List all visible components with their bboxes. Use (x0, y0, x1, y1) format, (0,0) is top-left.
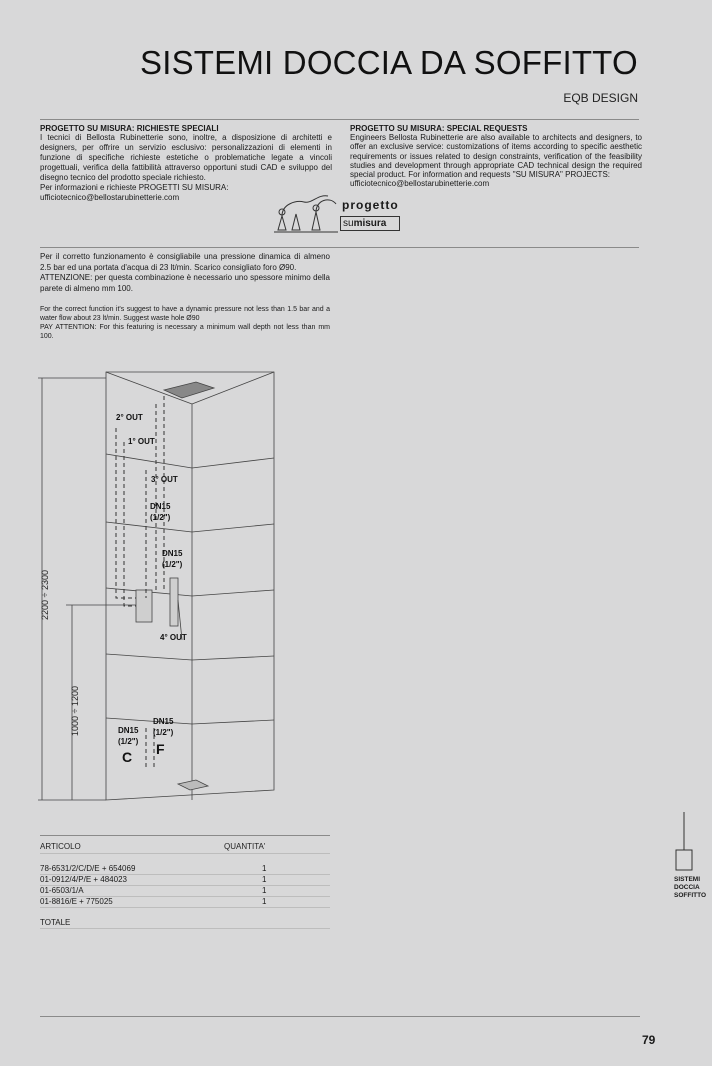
row-qty: 1 (262, 864, 267, 873)
progetto-su-misura-logo (272, 186, 406, 238)
label-half-b: (1/2") (162, 560, 183, 569)
side-section-label (674, 876, 706, 900)
custom-project-en (350, 124, 642, 189)
row-qty: 1 (262, 897, 267, 906)
row-code: 78-6531/2/C/D/E + 654069 (40, 864, 136, 873)
logo-word: progetto (342, 198, 399, 212)
label-cold: F (156, 741, 165, 757)
footer-divider (40, 1016, 640, 1017)
section-heading-it: PROGETTO SU MISURA: RICHIESTE SPECIALI (40, 124, 219, 133)
table-row (40, 875, 330, 886)
label-half-d: (1/2") (118, 737, 139, 746)
logo-box (340, 216, 400, 231)
label-out2: 2° OUT (116, 413, 143, 422)
table-top-divider (40, 835, 330, 836)
header-divider (40, 119, 639, 120)
col-article-header: ARTICOLO (40, 842, 81, 851)
faucet-sketch-icon (272, 186, 340, 238)
notes-it (40, 252, 330, 294)
side-label-2: DOCCIA (674, 884, 700, 891)
mid-divider (40, 247, 639, 248)
page-title: SISTEMI DOCCIA DA SOFFITTO (140, 44, 638, 81)
section-heading-en: PROGETTO SU MISURA: SPECIAL REQUESTS (350, 124, 528, 133)
table-row (40, 886, 330, 897)
side-label-1: SISTEMI (674, 876, 701, 883)
label-out3: 3° OUT (151, 475, 178, 484)
row-code: 01-0912/4/P/E + 484023 (40, 875, 127, 884)
shower-head-icon (672, 812, 696, 872)
table-total-row (40, 918, 330, 929)
row-qty: 1 (262, 886, 267, 895)
total-label: TOTALE (40, 918, 71, 927)
label-dn15-a: DN15 (150, 502, 171, 511)
page-number: 79 (642, 1033, 656, 1047)
row-qty: 1 (262, 875, 267, 884)
note-en-2: PAY ATTENTION: For this featuring is necessary a minimum wall depth not less than mm 100. (40, 324, 330, 340)
label-hot: C (122, 749, 133, 765)
side-label-3: SOFFITTO (674, 892, 707, 899)
contact-email-it[interactable]: ufficiotecnico@bellostarubinetterie.com (40, 193, 180, 202)
note-en-1: For the correct function it's suggest to have a dynamic pressure not less than 1.5 bar and a water flow about 23 lt/min. Suggest waste hole Ø90 (40, 306, 330, 322)
row-code: 01-6503/1/A (40, 886, 84, 895)
label-dn15-c: DN15 (153, 717, 174, 726)
label-half-a: (1/2") (150, 513, 171, 522)
contact-email-en[interactable]: ufficiotecnico@bellostarubinetterie.com (350, 179, 490, 189)
col-qty-header: QUANTITA' (224, 842, 266, 851)
label-out4: 4° OUT (160, 633, 187, 642)
note-it-2: ATTENZIONE: per questa combinazione è necessario uno spessore minimo della parete di almeno mm 100. (40, 273, 330, 293)
label-dn15-d: DN15 (118, 726, 139, 735)
table-header-divider (40, 853, 330, 854)
design-subtitle: EQB DESIGN (563, 91, 638, 105)
label-out1: 1° OUT (128, 437, 155, 446)
contact-line-it: Per informazioni e richieste PROGETTI SU MISURA: (40, 183, 229, 192)
section-body-it: I tecnici di Bellosta Rubinetterie sono, inoltre, a disposizione di architetti e designers, per offrire un servizio esclusivo: personalizzazioni di elementi in funzione di specifiche richieste estetiche o problematiche legate a vincoli progettuali, verifica della fattibilità attraverso opportuni studi CAD e sviluppo del disegno tecnico del prodotto speciale richiesto. (40, 133, 332, 182)
section-body-en: Engineers Bellosta Rubinetterie are also available to architects and designers, to offer an exclusive service: customizations of items according to specific aesthetic requirements or issues related to design constraints, verification of the feasibility studies and development through appropriate CAD technical design the required special product. For information and requests "SU MISURA" PROJECTS: (350, 133, 642, 180)
shower-technical-drawing (36, 350, 296, 820)
table-row (40, 864, 330, 875)
note-it-1: Per il corretto funzionamento è consigliabile una pressione dinamica di almeno 2.5 bar ed una portata d'acqua di 23 lt/min. Scarico consigliato foro Ø90. (40, 252, 330, 272)
label-dn15-b: DN15 (162, 549, 183, 558)
notes-en (40, 305, 330, 341)
label-half-c: (1/2") (153, 728, 174, 737)
row-code: 01-8816/E + 775025 (40, 897, 113, 906)
logo-box-bold: misura (353, 218, 387, 229)
logo-box-pre: su (343, 218, 354, 229)
dim-total: 2200 ÷ 2300 (40, 570, 50, 620)
dim-low: 1000 ÷ 1200 (70, 686, 80, 736)
table-row (40, 897, 330, 908)
